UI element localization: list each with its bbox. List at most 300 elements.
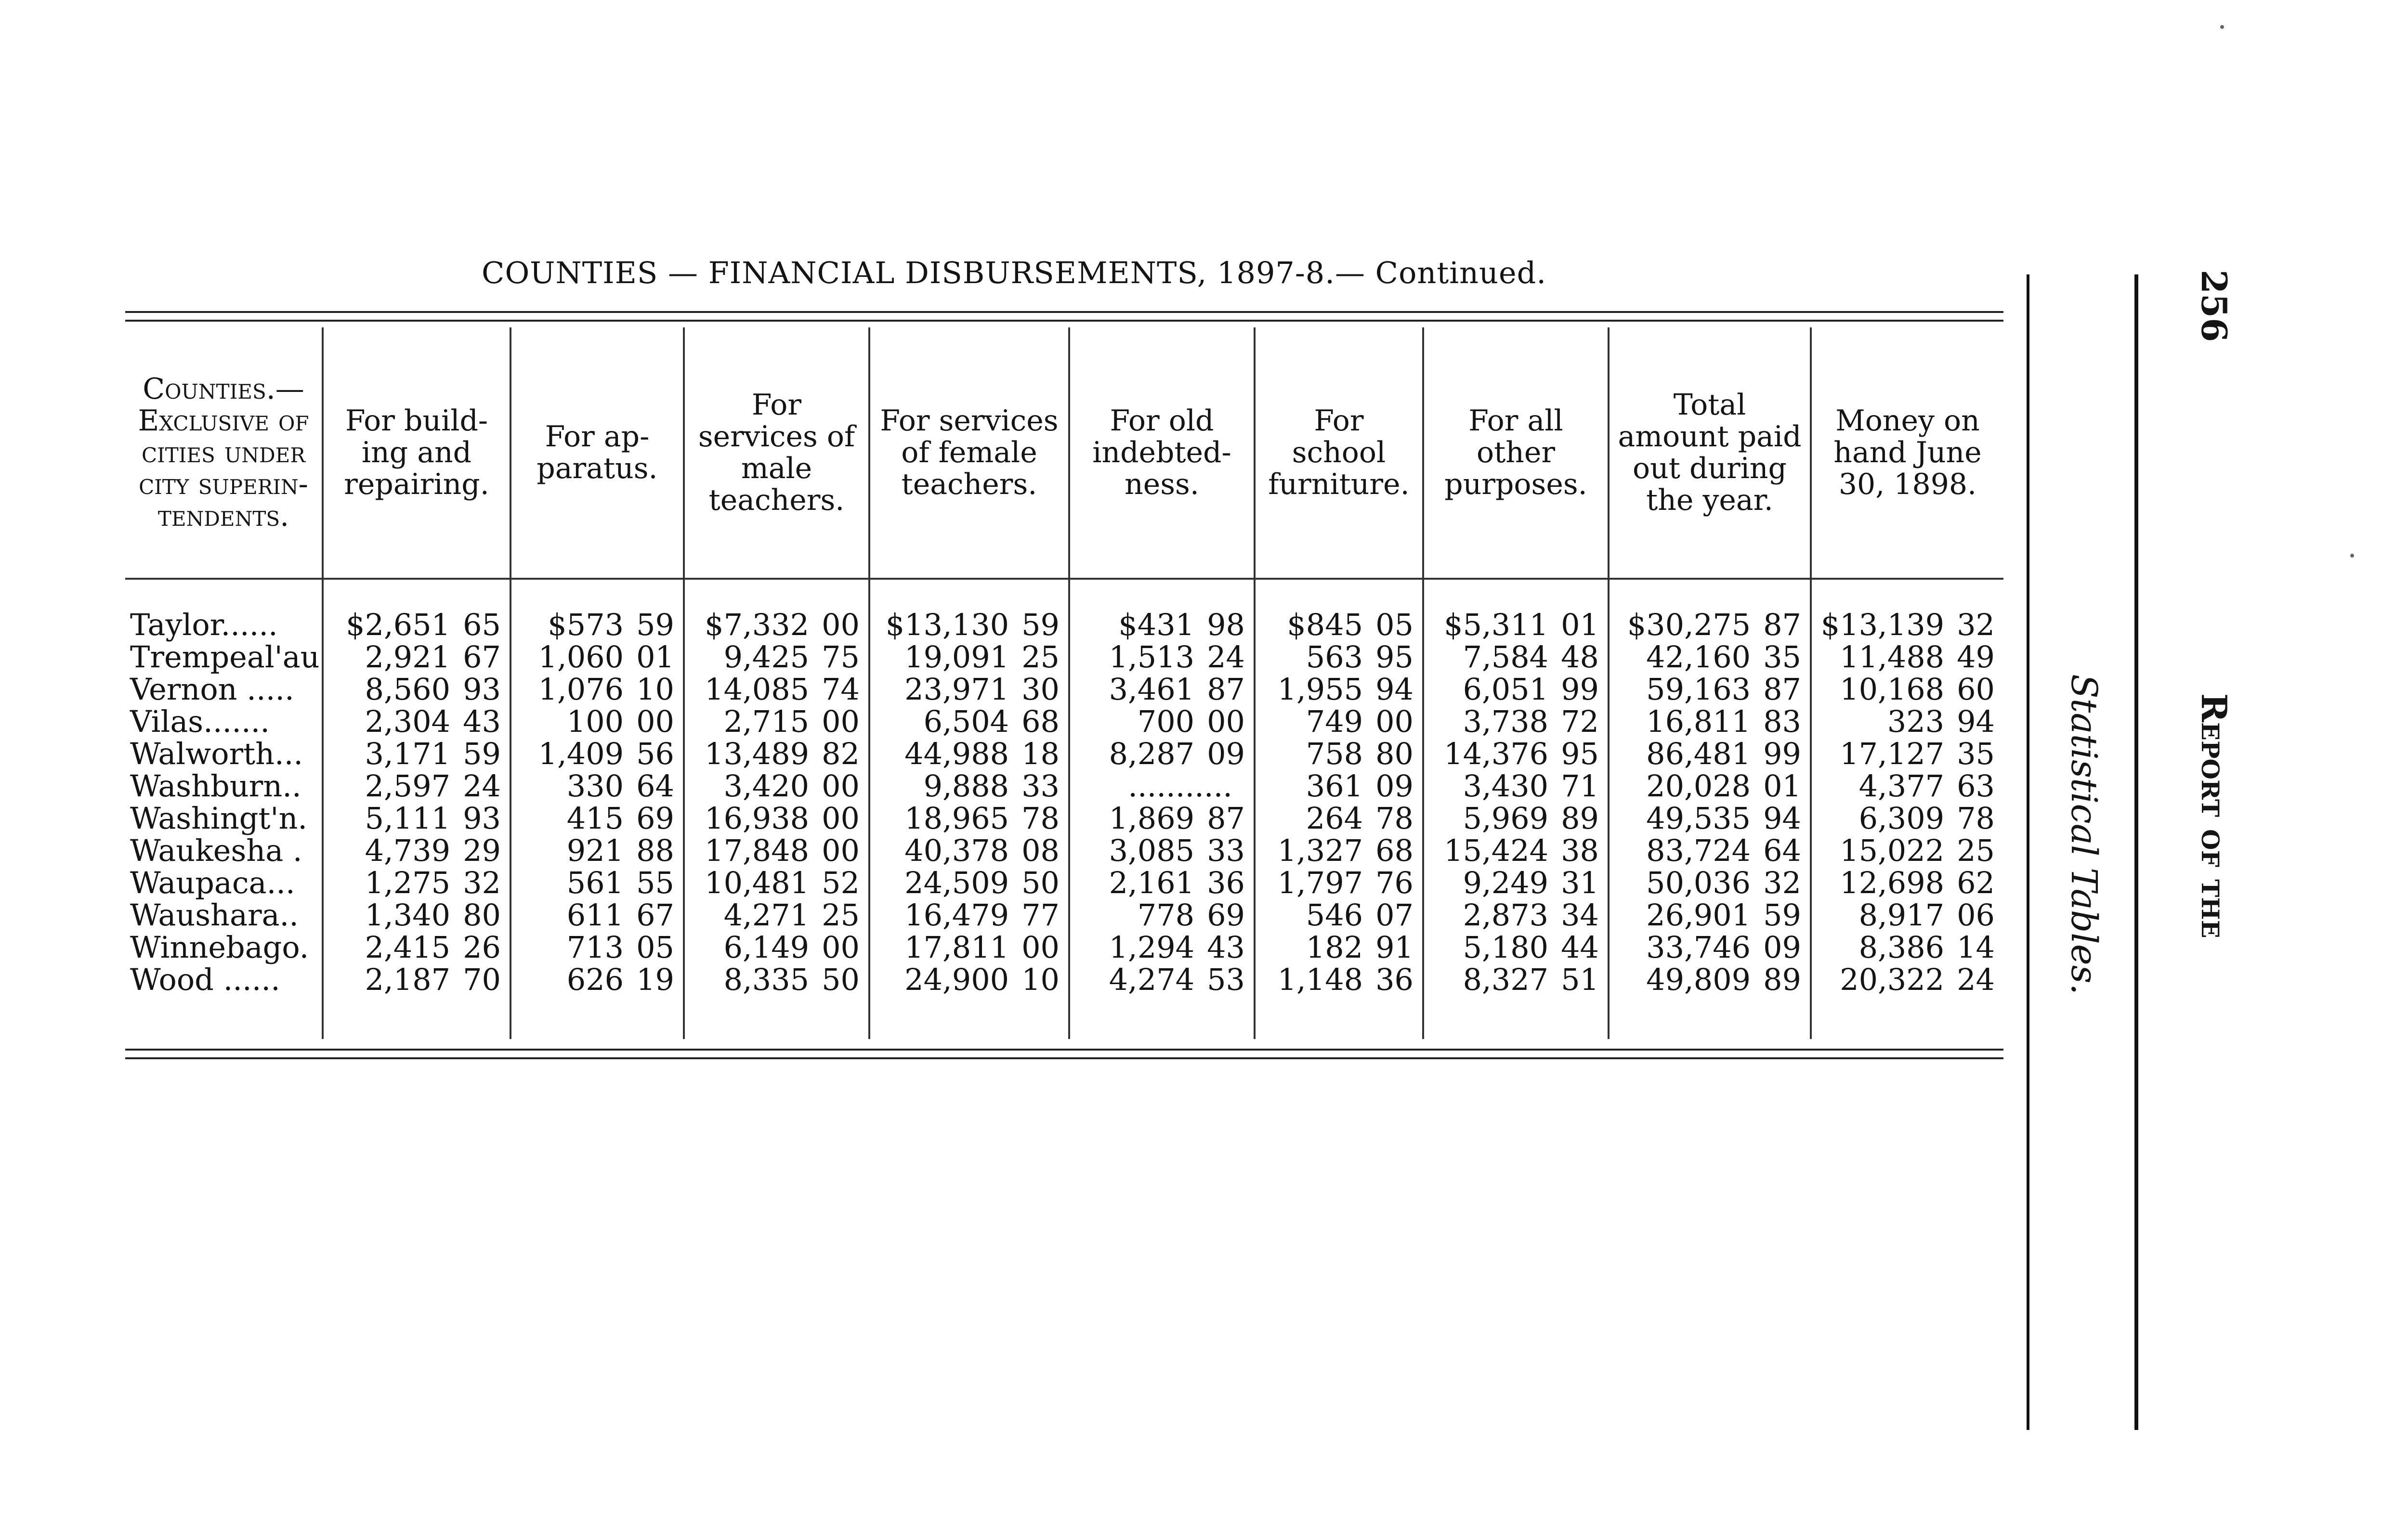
amount-cents: 99 [1561, 671, 1599, 707]
empty-cell [1255, 996, 1423, 1039]
amount-cents: 00 [822, 768, 860, 804]
amount-dollars: 2,597 [365, 768, 451, 804]
amount-cents: 09 [1763, 929, 1801, 965]
cell-old-indebtedness [1069, 673, 1255, 705]
cell-building [323, 738, 510, 770]
cell-school-furniture [1255, 834, 1423, 867]
amount-cents: 31 [1561, 865, 1599, 900]
bottom-rule-inner [125, 1057, 2003, 1059]
table-row [125, 738, 2003, 770]
cell-school-furniture [1255, 609, 1423, 641]
cell-money-on-hand [1811, 770, 2003, 802]
table-title: COUNTIES — FINANCIAL DISBURSEMENTS, 1897-8.— Continued. [482, 255, 1547, 290]
amount-dollars: 323 [1887, 703, 1945, 739]
amount-dollars: 50,036 [1646, 865, 1751, 900]
amount-dollars: 1,060 [538, 639, 624, 675]
amount-dollars: 2,873 [1463, 897, 1549, 933]
cell-apparatus [510, 641, 684, 673]
amount-dollars: 26,901 [1646, 897, 1751, 933]
amount-cents: 35 [1957, 736, 1995, 771]
cell-female-teachers [869, 738, 1069, 770]
amount-cents: 07 [1375, 897, 1413, 933]
cell-building [323, 705, 510, 738]
amount-cents: 19 [636, 961, 674, 997]
cell-total-paid [1609, 738, 1811, 770]
amount-dollars: 611 [566, 897, 624, 933]
cell-total-paid [1609, 834, 1811, 867]
amount-dollars: 8,386 [1858, 929, 1945, 965]
amount-dollars: 3,461 [1109, 671, 1195, 707]
amount-dollars: 49,535 [1646, 800, 1751, 836]
amount-dollars: $431 [1118, 607, 1195, 642]
cell-money-on-hand [1811, 931, 2003, 963]
cell-apparatus [510, 770, 684, 802]
amount-cents: 00 [822, 832, 860, 868]
amount-cents: 35 [1763, 639, 1801, 675]
amount-cents: 08 [1021, 832, 1060, 868]
amount-dollars: 1,955 [1277, 671, 1363, 707]
cell-apparatus [510, 705, 684, 738]
amount-dollars: 8,287 [1109, 736, 1195, 771]
amount-dollars: 921 [566, 832, 624, 868]
cell-apparatus [510, 802, 684, 834]
cell-male-teachers [684, 867, 869, 899]
table-row [125, 834, 2003, 867]
cell-old-indebtedness [1069, 641, 1255, 673]
amount-dollars: 182 [1306, 929, 1363, 965]
amount-dollars: $30,275 [1627, 607, 1751, 642]
cell-building [323, 802, 510, 834]
cell-building [323, 834, 510, 867]
table-row [125, 899, 2003, 931]
amount-dollars: 24,509 [904, 865, 1009, 900]
amount-dollars: 3,420 [723, 768, 810, 804]
cell-total-paid [1609, 609, 1811, 641]
amount-cents: 00 [822, 607, 860, 642]
amount-cents: 63 [1957, 768, 1995, 804]
amount-dollars: 626 [566, 961, 624, 997]
cell-total-paid [1609, 931, 1811, 963]
cell-money-on-hand [1811, 963, 2003, 996]
amount-dollars: 3,171 [365, 736, 451, 771]
amount-dollars: 16,938 [705, 800, 810, 836]
amount-dollars: 264 [1306, 800, 1363, 836]
amount-cents: 94 [1957, 703, 1995, 739]
cell-money-on-hand [1811, 802, 2003, 834]
cell-other-purposes [1423, 738, 1609, 770]
cell-school-furniture [1255, 770, 1423, 802]
amount-cents: 48 [1561, 639, 1599, 675]
cell-old-indebtedness [1069, 738, 1255, 770]
cell-school-furniture [1255, 802, 1423, 834]
cell-school-furniture [1255, 963, 1423, 996]
cell-money-on-hand [1811, 738, 2003, 770]
amount-dollars: $7,332 [705, 607, 810, 642]
cell-female-teachers [869, 641, 1069, 673]
amount-dollars: 13,489 [705, 736, 810, 771]
amount-cents: 70 [463, 961, 501, 997]
table-row [125, 802, 2003, 834]
amount-cents: 80 [1375, 736, 1413, 771]
amount-cents: 82 [822, 736, 860, 771]
amount-cents: 67 [463, 639, 501, 675]
cell-school-furniture [1255, 899, 1423, 931]
amount-cents: 24 [463, 768, 501, 804]
cell-total-paid [1609, 673, 1811, 705]
amount-cents: 30 [1021, 671, 1060, 707]
amount-cents: 18 [1021, 736, 1060, 771]
cell-male-teachers [684, 931, 869, 963]
amount-dollars: 19,091 [904, 639, 1009, 675]
amount-cents: 64 [1763, 832, 1801, 868]
amount-dollars: 86,481 [1646, 736, 1751, 771]
cell-old-indebtedness [1069, 834, 1255, 867]
amount-dollars: 42,160 [1646, 639, 1751, 675]
amount-cents: 55 [636, 865, 674, 900]
amount-dollars: 18,965 [904, 800, 1009, 836]
table-tail-row [125, 996, 2003, 1039]
amount-dollars: 415 [566, 800, 624, 836]
cell-money-on-hand [1811, 899, 2003, 931]
amount-dollars: 14,085 [705, 671, 810, 707]
cell-female-teachers [869, 673, 1069, 705]
cell-female-teachers [869, 609, 1069, 641]
cell-county: Taylor...... [130, 607, 278, 642]
amount-cents: 00 [1207, 703, 1245, 739]
amount-dollars: 5,969 [1463, 800, 1549, 836]
cell-male-teachers [684, 899, 869, 931]
cell-old-indebtedness [1069, 963, 1255, 996]
cell-building [323, 963, 510, 996]
cell-female-teachers [869, 867, 1069, 899]
amount-dollars: 1,076 [538, 671, 624, 707]
amount-cents: 62 [1957, 865, 1995, 900]
cell-money-on-hand [1811, 609, 2003, 641]
cell-female-teachers [869, 834, 1069, 867]
amount-dollars: 3,085 [1109, 832, 1195, 868]
amount-dollars: 8,560 [365, 671, 451, 707]
amount-cents: 33 [1021, 768, 1060, 804]
cell-apparatus [510, 738, 684, 770]
cell-old-indebtedness [1069, 899, 1255, 931]
amount-cents: 25 [822, 897, 860, 933]
amount-cents: 25 [1957, 832, 1995, 868]
cell-other-purposes [1423, 963, 1609, 996]
amount-cents: 69 [1207, 897, 1245, 933]
amount-dollars: 3,738 [1463, 703, 1549, 739]
amount-dollars: 8,335 [723, 961, 810, 997]
amount-dollars: 758 [1306, 736, 1363, 771]
col-header-county: Counties.— Exclusive of cities under city superin-tendents. [138, 372, 309, 533]
amount-dollars: 7,584 [1463, 639, 1549, 675]
empty-cell [510, 996, 684, 1039]
amount-dollars: 83,724 [1646, 832, 1751, 868]
cell-male-teachers [684, 673, 869, 705]
amount-cents: 09 [1375, 768, 1413, 804]
amount-cents: 01 [636, 639, 674, 675]
amount-dollars: 40,378 [904, 832, 1009, 868]
cell-apparatus [510, 673, 684, 705]
cell-male-teachers [684, 738, 869, 770]
amount-cents: 59 [1021, 607, 1060, 642]
empty-cell [125, 996, 323, 1039]
amount-cents: 51 [1561, 961, 1599, 997]
amount-cents: 95 [1375, 639, 1413, 675]
empty-cell [684, 996, 869, 1039]
amount-dollars: 546 [1306, 897, 1363, 933]
amount-cents: 72 [1561, 703, 1599, 739]
amount-dollars: 17,848 [705, 832, 810, 868]
amount-dollars: 24,900 [904, 961, 1009, 997]
amount-cents: 50 [822, 961, 860, 997]
col-header-total-paid: Total amount paid out during the year. [1609, 327, 1811, 579]
running-head-section: Statistical Tables. [2063, 674, 2105, 995]
amount-dollars: 6,149 [723, 929, 810, 965]
amount-dollars: 700 [1137, 703, 1195, 739]
amount-cents: 00 [1375, 703, 1413, 739]
amount-cents: 94 [1763, 800, 1801, 836]
amount-cents: 91 [1375, 929, 1413, 965]
cell-other-purposes [1423, 899, 1609, 931]
amount-cents: 50 [1021, 865, 1060, 900]
cell-male-teachers [684, 609, 869, 641]
amount-dollars: 2,415 [365, 929, 451, 965]
amount-cents: 24 [1957, 961, 1995, 997]
col-header-other-purposes: For all other purposes. [1423, 327, 1609, 579]
cell-old-indebtedness [1069, 802, 1255, 834]
amount-dollars: 11,488 [1840, 639, 1945, 675]
amount-dollars: 33,746 [1646, 929, 1751, 965]
cell-money-on-hand [1811, 834, 2003, 867]
cell-school-furniture [1255, 705, 1423, 738]
cell-building [323, 867, 510, 899]
amount-dollars: 6,504 [923, 703, 1009, 739]
amount-cents: 75 [822, 639, 860, 675]
amount-cents: 25 [1021, 639, 1060, 675]
amount-cents: 59 [636, 607, 674, 642]
amount-cents: 87 [1763, 671, 1801, 707]
amount-dollars: 12,698 [1840, 865, 1945, 900]
amount-cents: 06 [1957, 897, 1995, 933]
table-row [125, 770, 2003, 802]
amount-cents: 24 [1207, 639, 1245, 675]
amount-dollars: 1,409 [538, 736, 624, 771]
cell-total-paid [1609, 963, 1811, 996]
amount-cents: 32 [463, 865, 501, 900]
amount-dollars: 8,327 [1463, 961, 1549, 997]
amount-cents: 68 [1021, 703, 1060, 739]
amount-cents: 32 [1957, 607, 1995, 642]
cell-female-teachers [869, 899, 1069, 931]
amount-dollars: 23,971 [904, 671, 1009, 707]
cell-other-purposes [1423, 867, 1609, 899]
amount-dollars: 100 [566, 703, 624, 739]
amount-cents: 00 [822, 800, 860, 836]
cell-total-paid [1609, 641, 1811, 673]
amount-dollars: 563 [1306, 639, 1363, 675]
amount-dollars: 1,513 [1109, 639, 1195, 675]
cell-total-paid [1609, 802, 1811, 834]
col-header-school-furniture: For school furniture. [1255, 327, 1423, 579]
amount-dollars: 14,376 [1444, 736, 1549, 771]
amount-cents: 59 [1763, 897, 1801, 933]
amount-cents: 76 [1375, 865, 1413, 900]
amount-dollars: 4,739 [365, 832, 451, 868]
amount-dollars: 5,111 [365, 800, 451, 836]
amount-cents: 74 [822, 671, 860, 707]
amount-cents: 56 [636, 736, 674, 771]
cell-female-teachers [869, 931, 1069, 963]
cell-old-indebtedness [1069, 931, 1255, 963]
amount-dollars: $2,651 [346, 607, 451, 642]
amount-cents: 00 [1021, 929, 1060, 965]
amount-dollars: 4,271 [723, 897, 810, 933]
amount-dollars: 1,294 [1109, 929, 1195, 965]
amount-dollars: 1,797 [1277, 865, 1363, 900]
amount-dollars: ........... [1128, 768, 1232, 804]
top-rule-inner [125, 320, 2003, 322]
amount-dollars: 561 [566, 865, 624, 900]
cell-other-purposes [1423, 673, 1609, 705]
amount-cents: 38 [1561, 832, 1599, 868]
cell-school-furniture [1255, 641, 1423, 673]
empty-cell [1069, 996, 1255, 1039]
cell-building [323, 641, 510, 673]
amount-cents: 34 [1561, 897, 1599, 933]
amount-cents: 87 [1207, 671, 1245, 707]
cell-other-purposes [1423, 834, 1609, 867]
cell-money-on-hand [1811, 641, 2003, 673]
col-header-money-on-hand: Money on hand June 30, 1898. [1811, 327, 2003, 579]
cell-male-teachers [684, 770, 869, 802]
amount-cents: 10 [636, 671, 674, 707]
amount-cents: 95 [1561, 736, 1599, 771]
cell-other-purposes [1423, 931, 1609, 963]
amount-dollars: 749 [1306, 703, 1363, 739]
amount-dollars: 4,377 [1858, 768, 1945, 804]
bottom-rule [125, 1049, 2003, 1051]
cell-female-teachers [869, 963, 1069, 996]
cell-male-teachers [684, 834, 869, 867]
empty-cell [1609, 996, 1811, 1039]
amount-dollars: 6,051 [1463, 671, 1549, 707]
cell-apparatus [510, 899, 684, 931]
margin-rule-left [2027, 274, 2029, 1430]
amount-dollars: 778 [1137, 897, 1195, 933]
table-row [125, 867, 2003, 899]
cell-money-on-hand [1811, 705, 2003, 738]
cell-other-purposes [1423, 802, 1609, 834]
table-row [125, 609, 2003, 641]
cell-building [323, 899, 510, 931]
amount-dollars: 1,327 [1277, 832, 1363, 868]
cell-county: Trempeal'au [130, 639, 320, 675]
amount-cents: 60 [1957, 671, 1995, 707]
amount-cents: 87 [1763, 607, 1801, 642]
amount-dollars: 9,888 [923, 768, 1009, 804]
amount-cents: 71 [1561, 768, 1599, 804]
amount-dollars: 330 [566, 768, 624, 804]
amount-cents: 53 [1207, 961, 1245, 997]
col-header-old-indebtedness: For old indebted-ness. [1069, 327, 1255, 579]
amount-cents: 89 [1561, 800, 1599, 836]
empty-cell [1811, 996, 2003, 1039]
amount-dollars: 59,163 [1646, 671, 1751, 707]
cell-old-indebtedness [1069, 770, 1255, 802]
amount-cents: 89 [1763, 961, 1801, 997]
amount-dollars: 15,424 [1444, 832, 1549, 868]
amount-dollars: $13,139 [1820, 607, 1945, 642]
cell-county: Vernon ..... [130, 671, 294, 707]
cell-county: Winnebago. [130, 929, 309, 965]
amount-cents: 10 [1021, 961, 1060, 997]
amount-cents: 77 [1021, 897, 1060, 933]
table-row [125, 705, 2003, 738]
amount-dollars: 16,811 [1646, 703, 1751, 739]
cell-old-indebtedness [1069, 867, 1255, 899]
amount-dollars: 20,028 [1646, 768, 1751, 804]
amount-cents: 69 [636, 800, 674, 836]
amount-dollars: 1,340 [365, 897, 451, 933]
amount-cents: 00 [636, 703, 674, 739]
cell-county: Washburn.. [130, 768, 301, 804]
header-row [125, 327, 2003, 579]
col-header-building: For build-ing and repairing. [323, 327, 510, 579]
amount-dollars: 1,869 [1109, 800, 1195, 836]
table-row [125, 641, 2003, 673]
amount-cents: 98 [1207, 607, 1245, 642]
amount-cents: 01 [1763, 768, 1801, 804]
cell-money-on-hand [1811, 673, 2003, 705]
cell-total-paid [1609, 770, 1811, 802]
amount-cents: 29 [463, 832, 501, 868]
amount-cents: 78 [1021, 800, 1060, 836]
amount-dollars: 4,274 [1109, 961, 1195, 997]
amount-cents: 05 [1375, 607, 1413, 642]
cell-apparatus [510, 609, 684, 641]
empty-cell [323, 996, 510, 1039]
amount-cents: 52 [822, 865, 860, 900]
cell-school-furniture [1255, 867, 1423, 899]
running-head-report: Report of the [2194, 693, 2235, 938]
amount-cents: 88 [636, 832, 674, 868]
amount-cents: 87 [1207, 800, 1245, 836]
table-row [125, 963, 2003, 996]
amount-cents: 33 [1207, 832, 1245, 868]
cell-male-teachers [684, 705, 869, 738]
amount-cents: 32 [1763, 865, 1801, 900]
cell-other-purposes [1423, 609, 1609, 641]
amount-cents: 68 [1375, 832, 1413, 868]
speck-mark [2350, 554, 2354, 558]
empty-cell [869, 996, 1069, 1039]
speck-mark [2220, 25, 2224, 29]
amount-dollars: $13,130 [885, 607, 1009, 642]
amount-cents: 93 [463, 671, 501, 707]
cell-total-paid [1609, 867, 1811, 899]
amount-cents: 09 [1207, 736, 1245, 771]
amount-cents: 78 [1375, 800, 1413, 836]
amount-dollars: 2,187 [365, 961, 451, 997]
table-row [125, 931, 2003, 963]
amount-dollars: $845 [1287, 607, 1363, 642]
cell-old-indebtedness [1069, 609, 1255, 641]
amount-dollars: 9,249 [1463, 865, 1549, 900]
amount-dollars: 5,180 [1463, 929, 1549, 965]
amount-dollars: 9,425 [723, 639, 810, 675]
amount-dollars: 1,148 [1277, 961, 1363, 997]
cell-building [323, 673, 510, 705]
